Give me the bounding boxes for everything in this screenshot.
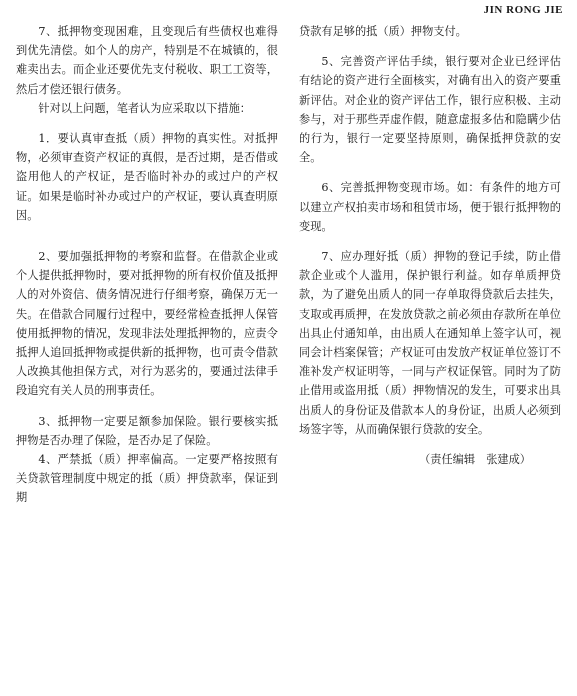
right-column — [299, 22, 561, 469]
paragraph-measure-7: 7、应办理好抵（质）押物的登记手续，防止借款企业或个人滥用，保护银行利益。如存单质押贷款，为了避免出质人的同一存单取得贷款后去挂失，支取或再质押，在发放贷款之前必须由存款所在单位出具止付通知单，由出质人在通知单上签字认可，视同会计档案保管；产权证可由发放产权证单位签订不准补发产权证明等，一同与产权证保管。同时为了防止借用或盗用抵（质）押物情况的发生，可要求出具出质人的身份证及借款本人的身份证，出质人必须到场签字等，从而确保银行贷款的安全。 — [299, 250, 561, 436]
paragraph-measure-1: 1．要认真审查抵（质）押物的真实性。对抵押物，必须审查资产权证的真假，是否过期，是否借或盗用他人的产权证，是否临时补办的或过户的产权证。如果是临时补办或过户的产权证，要认真查明原因。 — [16, 132, 278, 222]
paragraph-measures-intro: 针对以上问题，笔者认为应采取以下措施： — [38, 101, 251, 115]
paragraph-measure-3: 3、抵押物一定要足额参加保险。银行要核实抵押物是否办理了保险，是否办足了保险。 — [16, 414, 278, 447]
paragraph-measure-4: 4、严禁抵（质）押率偏高。一定要严格按照有关贷款管理制度中规定的抵（质）押贷款率，保证到期 — [16, 453, 278, 505]
editor-signature: （责任编辑 张建成） — [419, 453, 531, 467]
paragraph-measure-6: 6、完善抵押物变现市场。如：有条件的地方可以建立产权拍卖市场和租赁市场，便于银行抵押物的变现。 — [299, 181, 561, 233]
paragraph-measure-2: 2、要加强抵押物的考察和监督。在借款企业或个人提供抵押物时，要对抵押物的所有权价值及抵押人的对外资信、债务情况进行仔细考察，确保万无一失。在借款合同履行过程中，要经常检查抵押人保管使用抵押物的情况，发现非法处理抵押物的，应责令抵押人追回抵押物或提供新的抵押物，也可责令借款人改换其他担保方式，对行为恶劣的，要通过法律手段追究有关人员的刑事责任。 — [16, 250, 278, 398]
paragraph-measure-4-continued: 贷款有足够的抵（质）押物支付。 — [299, 25, 467, 38]
journal-header: JIN RONG JIE — [483, 4, 563, 16]
left-column — [16, 22, 278, 508]
paragraph-7-difficulty: 7、抵押物变现困难，且变现后有些债权也难得到优先清偿。如个人的房产，特别是不在城镇的，很难卖出去。而企业还要优先支付税收、职工工资等，然后才偿还银行债务。 — [16, 25, 278, 96]
paragraph-measure-5: 5、完善资产评估手续，银行要对企业已经评估有结论的资产进行全面核实，对确有出入的资产要重新评估。对企业的资产评估工作，银行应积极、主动参与，对于那些弄虚作假，随意虚报多估和隐瞒少估的行为，银行一定要坚持原则，确保抵押贷款的安全。 — [299, 55, 561, 165]
